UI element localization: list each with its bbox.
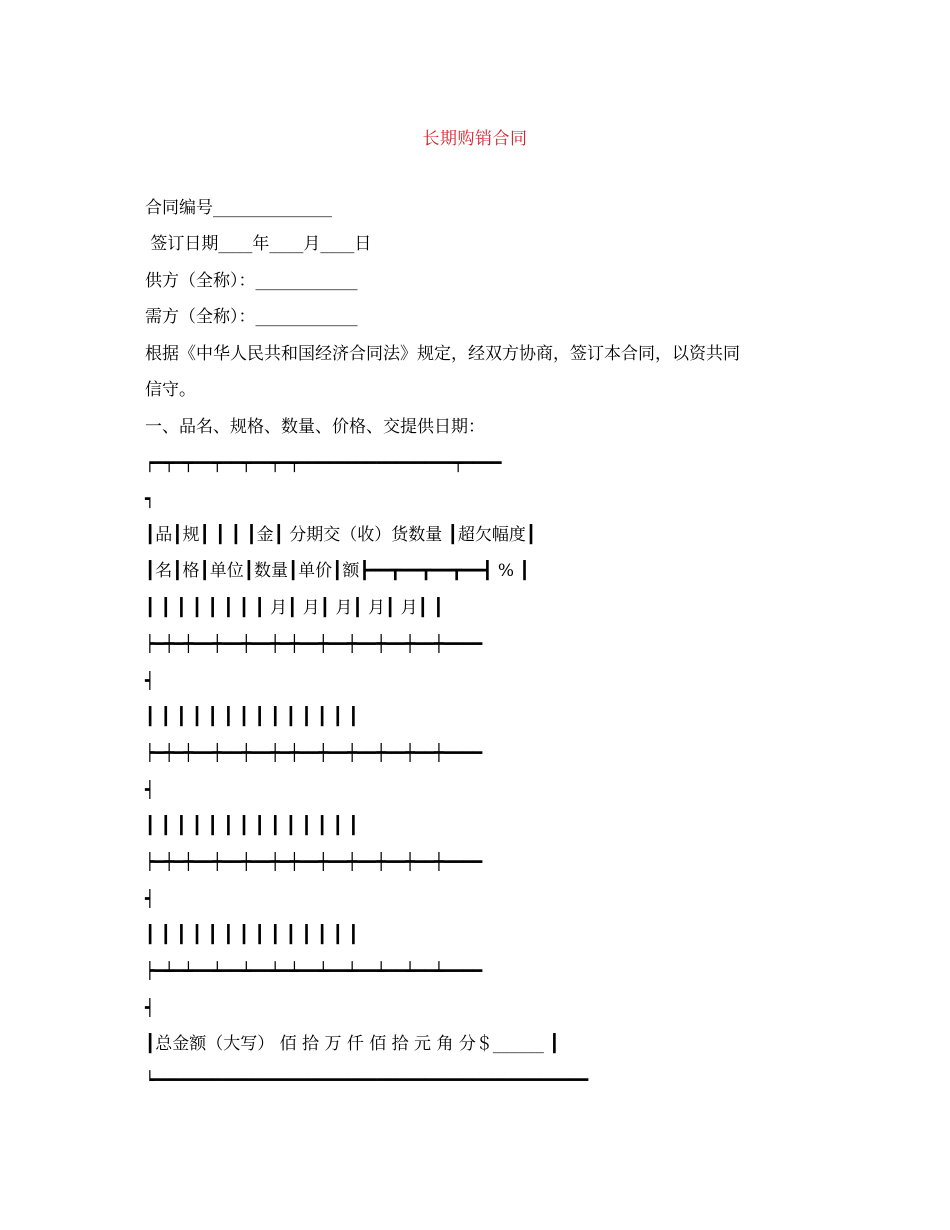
table-separator: ┝━┿━┿━━┿━━┿━━┿━┿━━┿━━┿━━┿━━┿━━┿━━━━ [145, 634, 483, 653]
table-separator: ┝━┷━┷━━┷━━┷━━┷━┷━━┷━━┷━━┷━━┷━━┷━━━━ [145, 961, 483, 980]
table-top-border: ┍━┯━┯━━┯━━┯━━┯━┯━━━━━━━━━━━━━━━━┯━━━━ [145, 453, 502, 472]
table-bottom-border: ┕━━━━━━━━━━━━━━━━━━━━━━━━━━━━━━━━━━━━━━━━━━━━━ [145, 1070, 589, 1089]
document-title: 长期购销合同 [422, 129, 528, 149]
table-separator: ┝━┿━┿━━┿━━┿━━┿━┿━━┿━━┿━━┿━━┿━━┿━━━━ [145, 743, 483, 762]
supplier-line: 供方（全称）：____________ [145, 271, 358, 291]
table-header-row-2: ┃名┃格┃单位┃数量┃单价┃额┣━━┳━━┳━━┳━━┫ % ┃ [145, 561, 530, 581]
sign-date-line: 签订日期____年____月____日 [145, 234, 372, 254]
table-row: ┃ ┃ ┃ ┃ ┃ ┃ ┃ ┃ ┃ ┃ ┃ ┃ ┃ ┃ [145, 816, 359, 836]
table-separator-wrap: ┥ [145, 671, 155, 690]
table-separator-wrap: ┥ [145, 889, 155, 908]
table-row: ┃ ┃ ┃ ┃ ┃ ┃ ┃ ┃ ┃ ┃ ┃ ┃ ┃ ┃ [145, 707, 359, 727]
table-header-row-3: ┃ ┃ ┃ ┃ ┃ ┃ ┃ ┃ 月┃ 月┃ 月┃ 月┃ 月┃ ┃ [145, 598, 444, 618]
buyer-line: 需方（全称）：____________ [145, 307, 358, 327]
section-1-heading: 一、品名、规格、数量、价格、交提供日期： [145, 417, 485, 437]
table-separator: ┝━┿━┿━━┿━━┿━━┿━┿━━┿━━┿━━┿━━┿━━┿━━━━ [145, 852, 483, 871]
table-row: ┃ ┃ ┃ ┃ ┃ ┃ ┃ ┃ ┃ ┃ ┃ ┃ ┃ ┃ [145, 925, 359, 945]
preamble-line-1: 根据《中华人民共和国经济合同法》规定，经双方协商，签订本合同，以资共同 [145, 344, 740, 364]
table-separator-wrap: ┥ [145, 998, 155, 1017]
table-separator-wrap: ┥ [145, 780, 155, 799]
table-top-border-wrap: ┑ [145, 489, 155, 508]
table-total-row: ┃总金额（大写） 佰 拾 万 仟 佰 拾 元 角 分＄______ ┃ [145, 1034, 560, 1054]
table-header-row-1: ┃品┃规┃ ┃ ┃ ┃金┃ 分期交（收）货数量 ┃超欠幅度┃ [145, 525, 537, 545]
preamble-line-2: 信守。 [145, 380, 196, 400]
contract-number-line: 合同编号______________ [145, 198, 332, 218]
